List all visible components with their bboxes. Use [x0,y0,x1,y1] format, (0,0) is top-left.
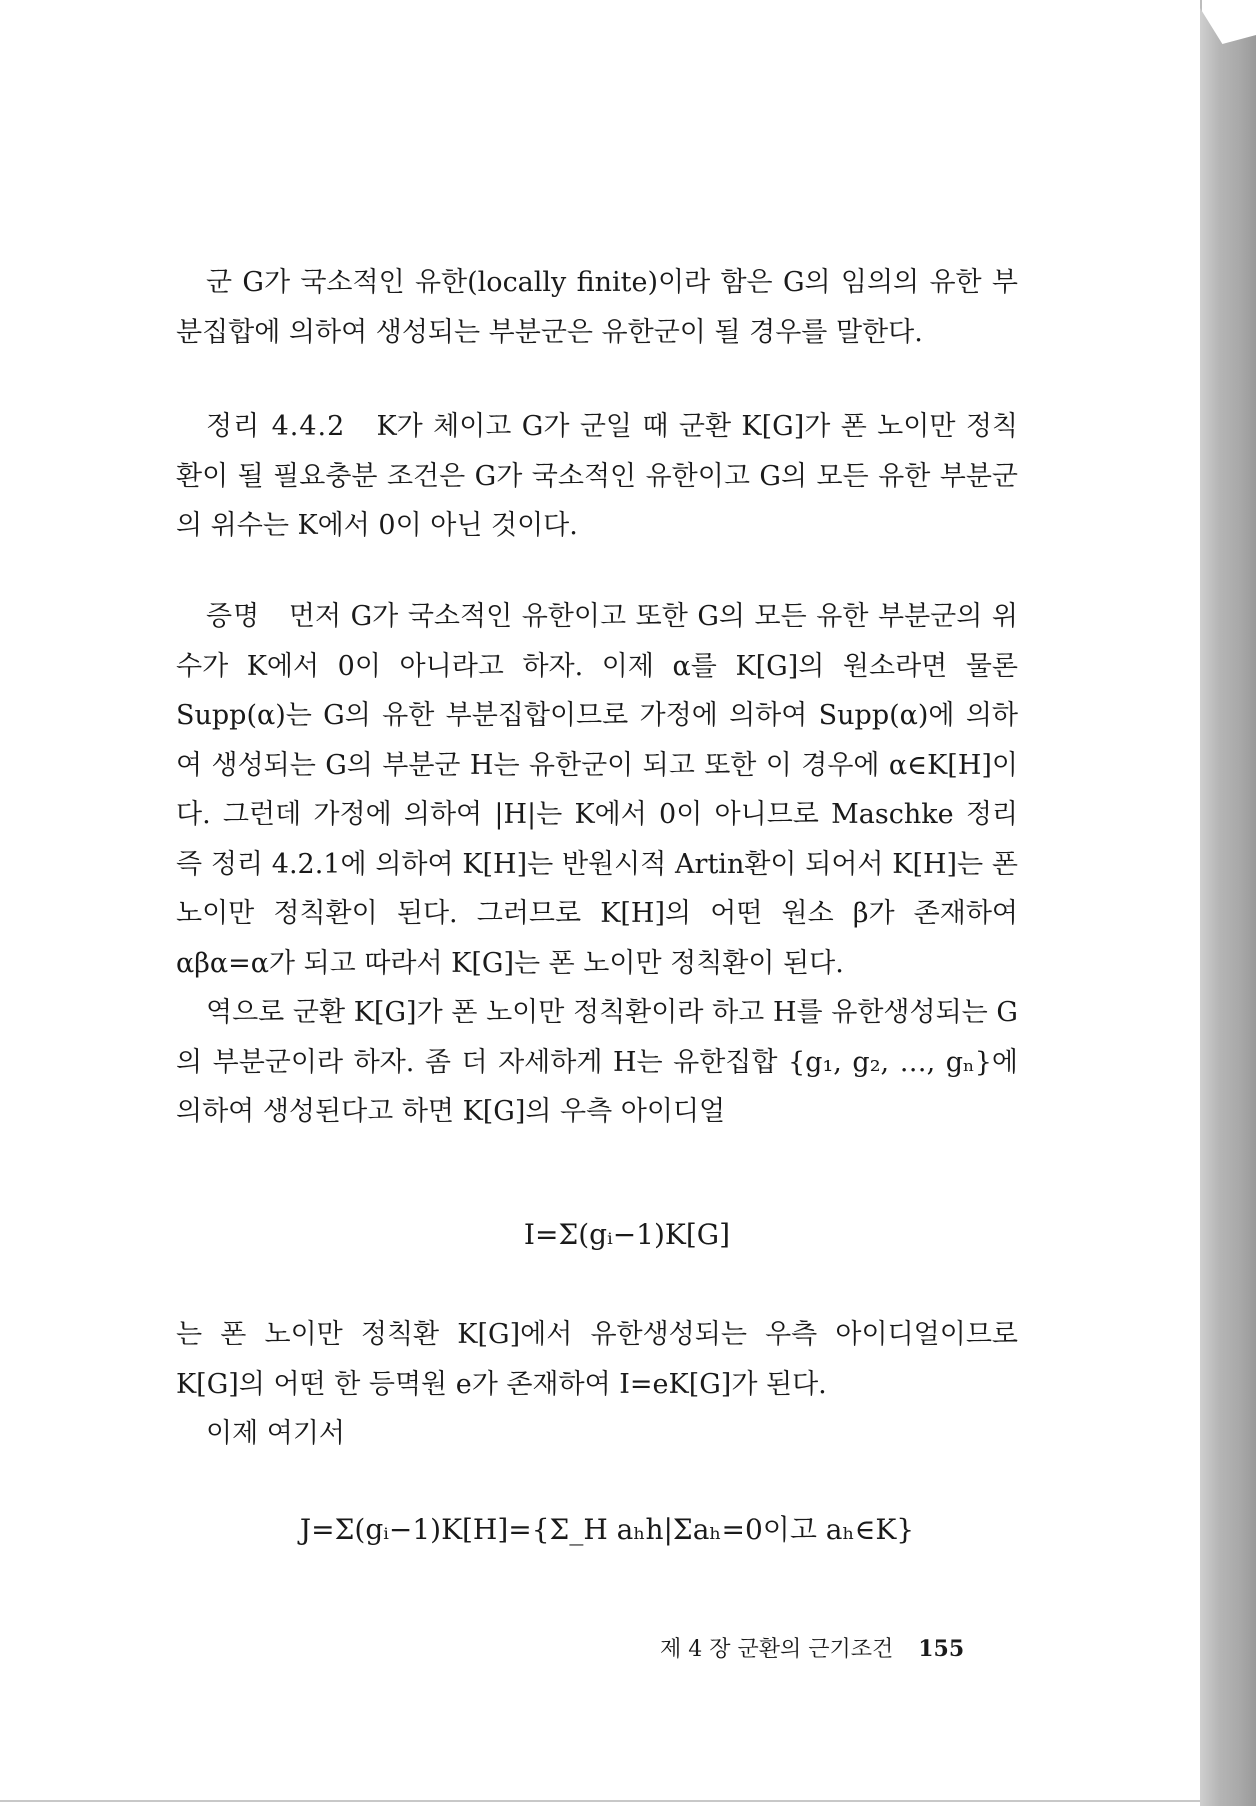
page-number: 155 [918,1636,965,1662]
theorem-text: K가 체이고 G가 군일 때 군환 K[G]가 폰 노이만 정칙환이 될 필요충분 조건은 G가 국소적인 유한이고 G의 모든 유한 부분군의 위수는 K에서 0이 아닌 것이다. [176,411,1018,541]
chapter-title: 제 4 장 군환의 근기조건 [660,1637,894,1662]
proof-paragraph-4: 이제 여기서 [206,1418,345,1449]
equation-ideal-j: J=Σ(gᵢ−1)K[H]={Σ_H aₕh|Σaₕ=0이고 aₕ∈K} [299,1513,915,1546]
page-edge-shadow [1200,8,1256,1806]
definition-text: 군 G가 국소적인 유한(locally finite)이라 함은 G의 임의의 유한 부분집합에 의하여 생성되는 부분군은 유한군이 될 경우를 말한다. [176,267,1018,348]
proof-paragraph-2: 역으로 군환 K[G]가 폰 노이만 정칙환이라 하고 H를 유한생성되는 G의 부분군이라 하자. 좀 더 자세하게 H는 유한집합 {g₁, g₂, …, gₙ}에 의하여 생성된다고 하면 K[G]의 우측 아이디얼 [176,997,1018,1127]
theorem-block [176,402,1018,551]
proof-paragraph-1: 먼저 G가 국소적인 유한이고 또한 G의 모든 유한 부분군의 위수가 K에서 0이 아니라고 하자. 이제 α를 K[G]의 원소라면 물론 Supp(α)는 G의 유한 부분집합이므로 가정에 의하여 Supp(α)에 의하여 생성되는 G의 부분군 H는 유한군이 되고 또한 이 경우에 α∈K[H]이다. 그런데 가정에 의하여 |H|는 K에서 0이 아니므로 Maschke 정리 즉 정리 4.2.1에 의하여 K[H]는 반원시적 Artin환이 되어서 K[H]는 폰 노이만 정칙환이 된다. 그러므로 K[H]의 어떤 원소 β가 존재하여 αβα=α가 되고 따라서 K[G]는 폰 노이만 정칙환이 된다. [176,601,1018,979]
page-footer [660,1632,964,1663]
equation-ideal-i: I=Σ(gᵢ−1)K[G] [523,1218,731,1251]
definition-paragraph [176,258,1018,357]
proof-label: 증명 [206,601,261,632]
proof-block [176,592,1018,1137]
proof-continuation [176,1310,1018,1459]
proof-paragraph-3: 는 폰 노이만 정칙환 K[G]에서 유한생성되는 우측 아이디얼이므로 K[G]의 어떤 한 등멱원 e가 존재하여 I=eK[G]가 된다. [176,1319,1018,1400]
theorem-label: 정리 4.4.2 [206,411,346,442]
